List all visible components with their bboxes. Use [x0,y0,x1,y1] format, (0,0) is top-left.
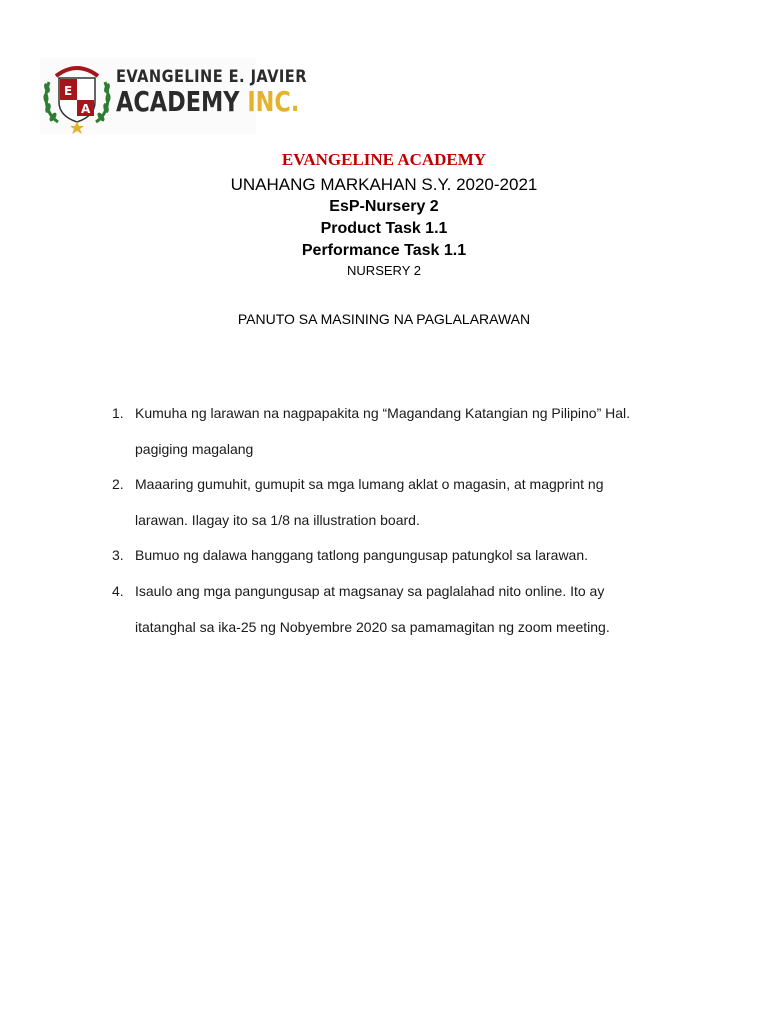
list-item [112,574,692,645]
item-number: 3. [112,547,124,564]
instructions-heading: PANUTO SA MASINING NA PAGLALARAWAN [237,311,531,327]
item-text-line: itatanghal sa ika-25 ng Nobyembre 2020 sa pamamagitan ng zoom meeting. [135,618,610,635]
item-number: 4. [112,582,124,599]
list-item [112,538,692,574]
school-crest-icon [40,58,114,134]
item-text-line: Isaulo ang mga pangungusap at magsanay sa paglalahad nito online. Ito ay [135,582,605,599]
svg-text:A: A [81,102,91,116]
item-number: 1. [112,405,124,421]
item-text-line: Kumuha ng larawan na nagpapakita ng “Magandang Katangian ng Pilipino” Hal. [135,405,631,421]
item-text-line: Bumuo ng dalawa hanggang tatlong pangungusap patungkol sa larawan. [135,547,589,564]
list-item [112,396,692,467]
school-title: EVANGELINE ACADEMY [281,150,487,169]
performance-task-line: Performance Task 1.1 [301,242,467,259]
svg-text:E: E [64,84,73,98]
item-text-line: pagiging magalang [135,440,254,457]
item-text-line: larawan. Ilagay ito sa 1/8 na illustration board. [135,511,420,528]
list-item [112,467,692,538]
logo-academy-word: ACADEMY [116,85,240,118]
logo-inc-word: INC. [247,85,300,118]
product-task-line: Product Task 1.1 [320,220,448,237]
item-number: 2. [112,476,124,493]
instructions-list [112,396,692,645]
quarter-line: UNAHANG MARKAHAN S.Y. 2020-2021 [230,175,538,194]
level-line: NURSERY 2 [347,263,421,278]
school-logo [40,58,307,134]
item-text-line: Maaaring gumuhit, gumupit sa mga lumang aklat o magasin, at magprint ng [135,476,604,493]
logo-academy-line [116,86,299,118]
subject-line: EsP-Nursery 2 [329,198,439,215]
logo-name-line: EVANGELINE E. JAVIER [116,67,307,87]
